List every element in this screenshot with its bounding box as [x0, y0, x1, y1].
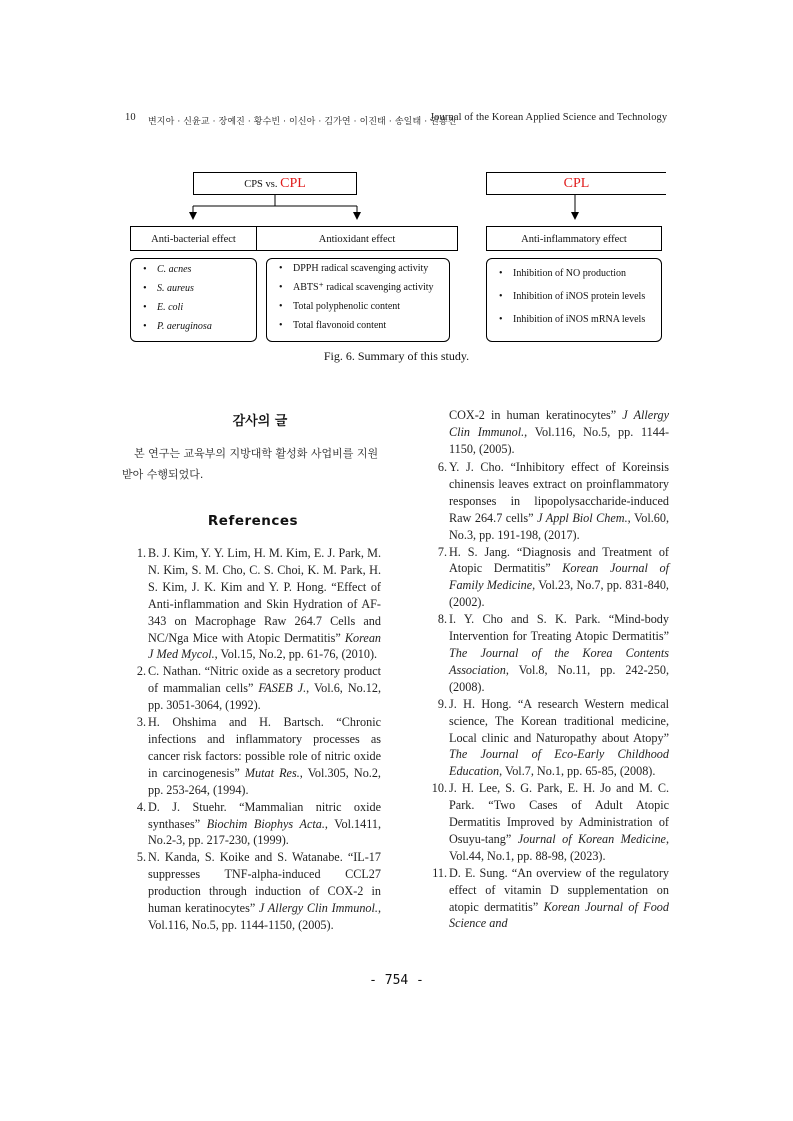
- header-authors: 변지아 · 신윤교 · 장예진 · 황수빈 · 이신아 · 김가연 · 이진태 · 송일태 · 권용진: [148, 117, 457, 127]
- figure-summary-diagram: [0, 0, 793, 345]
- acknowledgement-title: 감사의 글: [232, 414, 288, 429]
- antioxidant-header: Antioxidant effect: [256, 226, 458, 251]
- references-list-right: [433, 459, 669, 932]
- anti-inflammatory-header: Anti-inflammatory effect: [486, 226, 662, 251]
- references-list-left: [132, 545, 382, 932]
- cps-vs-cpl-box: [193, 172, 357, 195]
- reference-5-continued: [433, 407, 669, 458]
- cpl-label-right: CPL: [563, 176, 590, 191]
- reference-item: 11. D. E. Sung. “An overview of the regulatory effect of vitamin D supplementation on atopic dermatitis” Korean Journal of Food Science and: [432, 865, 669, 931]
- anti-inflammatory-list-box: [486, 258, 662, 342]
- anti-inflammatory-list: [497, 262, 645, 331]
- list-item: • Inhibition of NO production: [497, 262, 645, 285]
- reference-continuation-text: COX-2 in human keratinocytes”: [449, 408, 623, 422]
- reference-item: 8. I. Y. Cho and S. K. Park. “Mind-body Intervention for Treating Atopic Dermatitis” The Journal of the Korea Contents Association, Vol.8, No.11, pp. 242-250, (2008).: [437, 612, 669, 694]
- reference-item: 1. B. J. Kim, Y. Y. Lim, H. M. Kim, E. J. Park, M. N. Kim, S. M. Cho, C. S. Choi, K. M. Park, H. S. Kim, J. K. Kim and Y. P. Hong. “Effect of Anti-inflammation and Skin Hydration of AF-343 on Macrophage Raw 264.7 Cells and NC/Nga Mice with Atopic Dermatitis” Korean J Med Mycol., Vol.15, No.2, pp. 61-76, (2010).: [136, 546, 382, 662]
- list-item: • Inhibition of iNOS protein levels: [497, 285, 645, 308]
- anti-bacterial-list-box: [130, 258, 257, 342]
- antioxidant-list: [277, 259, 434, 335]
- list-item: • ABTS⁺ radical scavenging activity: [277, 278, 434, 297]
- page-number: 10: [125, 112, 136, 123]
- list-item: • Inhibition of iNOS mRNA levels: [497, 308, 645, 331]
- list-item: • C. acnes: [141, 260, 212, 279]
- list-item: • Total polyphenolic content: [277, 297, 434, 316]
- reference-item: 4. D. J. Stuehr. “Mammalian nitric oxide synthases” Biochim Biophys Acta., Vol.1411, No.2-3, pp. 217-230, (1999).: [136, 799, 382, 848]
- list-item: • E. coli: [141, 298, 212, 317]
- reference-continuation-tail: , Vol.116, No.5, pp. 1144-1150, (2005).: [449, 424, 669, 456]
- list-item: • P. aeruginosa: [141, 317, 212, 336]
- list-item: • DPPH radical scavenging activity: [277, 259, 434, 278]
- list-item: • Total flavonoid content: [277, 316, 434, 335]
- page-footer: - 754 -: [369, 973, 424, 988]
- anti-bacterial-list: [141, 260, 212, 336]
- antioxidant-list-box: [266, 258, 450, 342]
- references-title: References: [207, 513, 299, 529]
- reference-item: 7. H. S. Jang. “Diagnosis and Treatment of Atopic Dermatitis” Korean Journal of Family Medicine, Vol.23, No.7, pp. 831-840, (2002).: [437, 544, 669, 610]
- figure-caption: Fig. 6. Summary of this study.: [323, 349, 470, 363]
- reference-item: 2. C. Nathan. “Nitric oxide as a secretory product of mammalian cells” FASEB J., Vol.6, No.12, pp. 3051-3064, (1992).: [136, 664, 382, 713]
- reference-item: 9. J. H. Hong. “A research Western medical science, The Korean traditional medicine, Local clinic and Naturopathy about Atopy” The Journal of Eco-Early Childhood Education, Vol.7, No.1, pp. 65-85, (2008).: [437, 696, 669, 779]
- cps-vs-label: CPS vs.: [244, 179, 278, 190]
- reference-item: 5. N. Kanda, S. Koike and S. Watanabe. “IL-17 suppresses TNF-alpha-induced CCL27 production through induction of COX-2 in human keratinocytes” J Allergy Clin Immunol., Vol.116, No.5, pp. 1144-1150, (2005).: [136, 850, 381, 932]
- reference-item: 3. H. Ohshima and H. Bartsch. “Chronic infections and inflammatory processes as cancer risk factors: possible role of nitric oxide in carcinogenesis” Mutat Res., Vol.305, No.2, pp. 253-264, (1994).: [136, 715, 381, 797]
- cpl-box: [486, 172, 666, 195]
- list-item: • S. aureus: [141, 279, 212, 298]
- reference-continuation-journal: J Allergy Clin Immunol.: [449, 408, 669, 439]
- acknowledgement-body: 본 연구는 교육부의 지방대학 활성화 사업비를 지원받아 수행되었다.: [122, 447, 379, 481]
- cpl-label: CPL: [280, 176, 306, 191]
- anti-bacterial-header: Anti-bacterial effect: [130, 226, 257, 251]
- header-journal: Journal of the Korean Applied Science and Technology: [430, 112, 668, 123]
- reference-item: 6. Y. J. Cho. “Inhibitory effect of Koreinsis chinensis leaves extract on proinflammatory responses in lipopolysaccharide-induced Raw 264.7 cells” J Appl Biol Chem., Vol.60, No.3, pp. 191-198, (2017).: [437, 460, 670, 542]
- reference-item: 10. J. H. Lee, S. G. Park, E. H. Jo and M. C. Park. “Two Cases of Adult Atopic Dermatitis Improved by Administration of Osuyu-tang” Journal of Korean Medicine, Vol.44, No.1, pp. 88-98, (2023).: [431, 781, 670, 863]
